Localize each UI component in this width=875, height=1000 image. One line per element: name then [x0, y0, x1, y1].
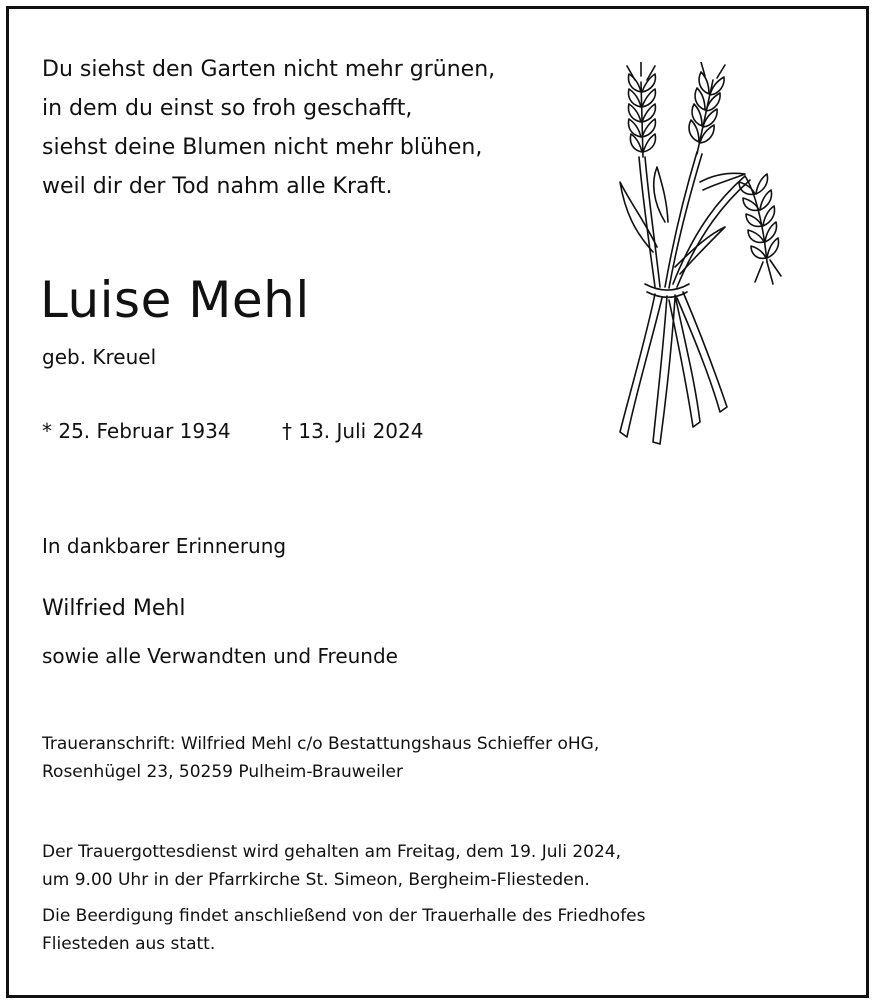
memorial-phrase: In dankbarer Erinnerung — [42, 534, 287, 558]
address-line: Rosenhügel 23, 50259 Pulheim-Brauweiler — [42, 762, 403, 782]
service-line: Der Trauergottesdienst wird gehalten am Freitag, dem 19. Juli 2024, — [42, 842, 622, 862]
service-info — [42, 838, 646, 958]
poem-line: weil dir der Tod nahm alle Kraft. — [42, 174, 393, 199]
poem-line: Du siehst den Garten nicht mehr grünen, — [42, 57, 496, 82]
burial-line: Die Beerdigung findet anschließend von der Trauerhalle des Friedhofes — [42, 906, 646, 926]
deceased-name: Luise Mehl — [40, 271, 310, 329]
maiden-name: geb. Kreuel — [42, 345, 157, 369]
relatives-line: sowie alle Verwandten und Freunde — [42, 644, 398, 668]
mourning-address — [42, 730, 599, 786]
mourner-name: Wilfried Mehl — [42, 596, 186, 621]
death-date: † 13. Juli 2024 — [282, 419, 424, 443]
poem-line: in dem du einst so froh geschafft, — [42, 96, 413, 121]
service-line: um 9.00 Uhr in der Pfarrkirche St. Simeon, Bergheim-Fliesteden. — [42, 870, 590, 890]
birth-date: * 25. Februar 1934 — [42, 419, 231, 443]
burial-line: Fliesteden aus statt. — [42, 934, 216, 954]
address-line: Traueranschrift: Wilfried Mehl c/o Bestattungshaus Schieffer oHG, — [42, 734, 600, 754]
poem — [42, 50, 495, 206]
wheat-bundle-icon — [605, 62, 785, 454]
poem-line: siehst deine Blumen nicht mehr blühen, — [42, 135, 483, 160]
